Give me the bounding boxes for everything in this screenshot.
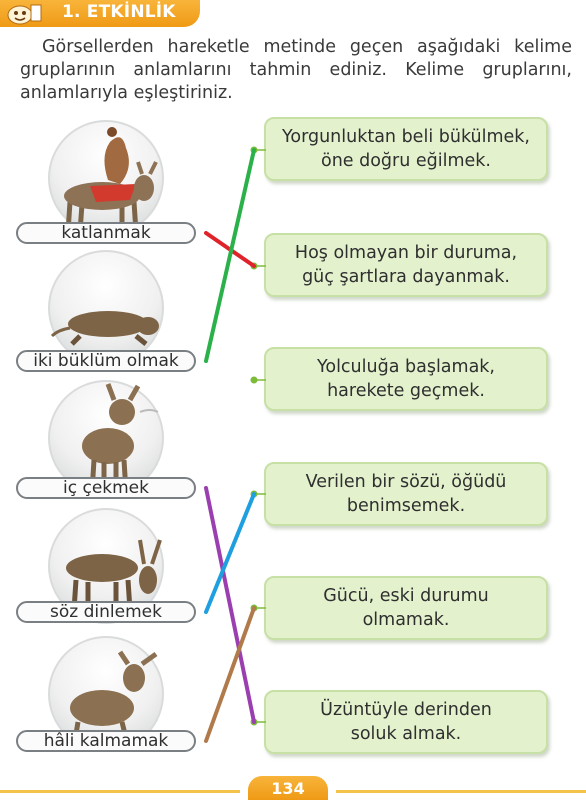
match-line-3 [206, 488, 254, 722]
term-label-katlanmak: katlanmak [16, 222, 196, 244]
page-number: 134 [248, 776, 328, 800]
meaning-box-2: Hoş olmayan bir duruma, güç şartlara dayanmak. [264, 233, 548, 297]
term-label-ic-cekmek: iç çekmek [16, 477, 196, 499]
meaning-box-3: Yolculuğa başlamak, harekete geçmek. [264, 347, 548, 411]
footer-rule-left [0, 790, 240, 793]
instructions-text: Görsellerden hareketle metinde geçen aşağıdaki kelime gruplarının anlamlarını tahmin ediniz. Kelime gruplarını, anlamlarıyla eşleştiriniz. [20, 37, 572, 103]
activity-title: 1. ETKİNLİK [62, 2, 176, 22]
match-line-5 [206, 608, 254, 741]
meaning-box-4: Verilen bir sözü, öğüdü benimsemek. [264, 462, 548, 526]
meaning-box-6: Üzüntüyle derinden soluk almak. [264, 690, 548, 754]
meaning-box-1: Yorgunluktan beli bükülmek, öne doğru eğilmek. [264, 117, 548, 181]
term-label-hali-kalmamak: hâli kalmamak [16, 730, 196, 752]
match-line-2 [206, 150, 254, 361]
footer-rule-right [336, 790, 586, 793]
term-label-soz-dinlemek: söz dinlemek [16, 601, 196, 623]
meaning-box-5: Gücü, eski durumu olmamak. [264, 576, 548, 640]
term-label-iki-buklum-olmak: iki büklüm olmak [16, 350, 196, 372]
match-line-4 [206, 494, 254, 612]
